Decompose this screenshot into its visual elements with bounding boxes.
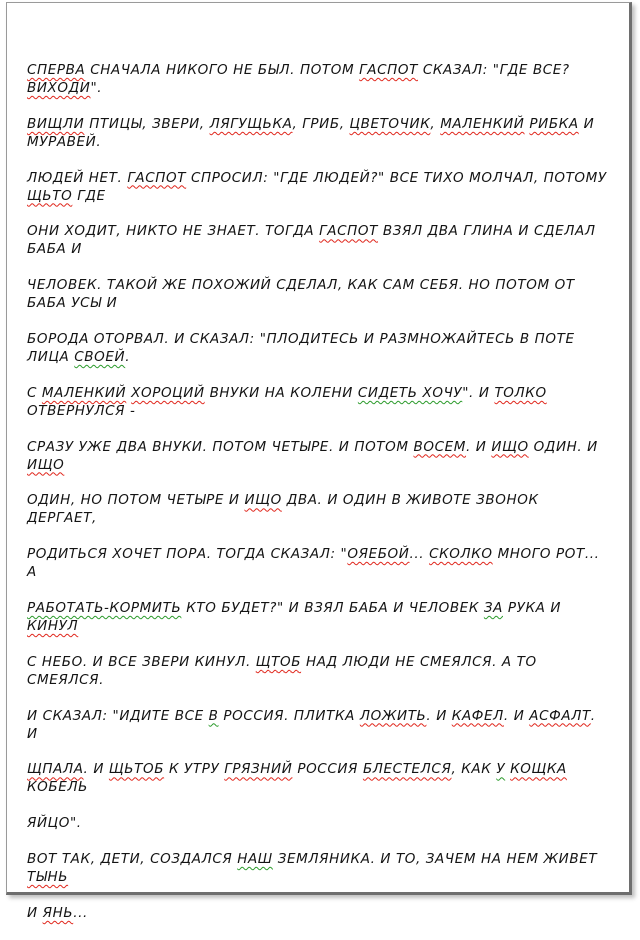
text-run: ЧЕЛОВЕК. ТАКОЙ ЖЕ ПОХОЖИЙ СДЕЛАЛ, КАК САМ СЕБЯ. НО ПОТОМ ОТ БАБА УСЫ И <box>27 277 580 312</box>
text-run: , ГРИБ, <box>292 115 350 132</box>
spelling-error-word: ЯНЬ <box>42 904 74 921</box>
grammar-error-word: РАБОТАТЬ-КОРМИТЬ <box>27 599 182 616</box>
grammar-error-word: НАШ <box>237 850 273 867</box>
grammar-error-word: ЗА <box>483 599 503 616</box>
text-run: . И <box>83 761 109 778</box>
spelling-error-word: БЛЕСТЕЛСЯ <box>362 761 452 778</box>
text-run: РОССИЯ <box>292 761 363 778</box>
text-run: ГДЕ <box>72 187 106 204</box>
spelling-error-word: ГАСПОТ <box>359 62 418 78</box>
text-run: КОБЕЛЬ <box>27 761 572 796</box>
paragraph <box>27 814 607 832</box>
paragraph <box>27 222 607 258</box>
spelling-error-word: ИЩО <box>244 492 282 509</box>
spelling-error-word: КИНУЛ <box>27 617 79 634</box>
text-run: ОДИН. И <box>528 438 603 455</box>
paragraph <box>27 169 612 205</box>
text-run: МНОГО РОТ... А <box>27 546 605 581</box>
text-run: , КАК <box>451 761 497 778</box>
text-run: ЗЕМЛЯНИКА. И ТО, ЗАЧЕМ НА НЕМ ЖИВЕТ <box>272 850 603 867</box>
paragraph <box>27 438 607 474</box>
paragraph <box>27 707 607 743</box>
text-run: СНАЧАЛА НИКОГО НЕ БЫЛ. ПОТОМ <box>85 62 360 78</box>
spelling-error-word: ТЫНЬ <box>27 868 69 885</box>
grammar-error-word: СВОЕЙ <box>74 348 126 365</box>
text-run: ВНУКИ НА КОЛЕНИ <box>204 384 358 401</box>
text-run: И МУРАВЕЙ. <box>27 115 600 150</box>
spelling-error-word: РИБКА <box>529 115 579 132</box>
text-run: И <box>27 904 43 921</box>
text-run: ДВА. И ОДИН В ЖИВОТЕ ЗВОНОК ДЕРГАЕТ, <box>27 492 544 527</box>
text-run: ... <box>409 546 430 563</box>
spelling-error-word: КОЩКА <box>510 761 567 778</box>
paragraph <box>27 61 607 97</box>
text-run: СПРОСИЛ: "ГДЕ ЛЮДЕЙ?" ВСЕ ТИХО МОЛЧАЛ, ПОТОМУ <box>186 169 612 186</box>
text-run: С <box>27 384 42 401</box>
spelling-error-word: ИЩО <box>27 456 65 473</box>
text-run: , <box>430 115 441 132</box>
document-page <box>6 2 632 921</box>
text-run: РОССИЯ. ПЛИТКА <box>218 707 360 724</box>
spelling-error-word: ГАСПОТ <box>127 169 187 186</box>
text-run: ". И <box>462 384 495 401</box>
text-run: К УТРУ <box>164 761 225 778</box>
text-run: БОРОДА ОТОРВАЛ. И СКАЗАЛ: "ПЛОДИТЕСЬ И РАЗМНОЖАЙТЕСЬ В ПОТЕ ЛИЦА <box>27 330 580 365</box>
paragraph <box>27 760 607 796</box>
paragraph <box>27 276 607 312</box>
text-run: ... <box>73 904 88 921</box>
spelling-error-word: ТОЛКО <box>494 384 547 401</box>
paragraph <box>27 599 607 635</box>
spelling-error-word: ГРЯЗНИЙ <box>224 761 293 778</box>
spelling-error-word: КАФЕЛ <box>451 707 504 724</box>
paragraph <box>27 491 607 527</box>
spelling-error-word: ИЩО <box>491 438 529 455</box>
paragraph <box>27 850 607 886</box>
spelling-error-word: МАЛЕНКИЙ <box>41 384 127 401</box>
text-run: РОДИТЬСЯ ХОЧЕТ ПОРА. ТОГДА СКАЗАЛ: " <box>27 546 348 563</box>
spelling-error-word: ХОРОЦИЙ <box>131 384 205 401</box>
spelling-error-word: СКОЛКО <box>429 546 493 563</box>
spelling-error-word: ВИХОДИ <box>27 80 91 96</box>
text-run: С НЕБО. И ВСЕ ЗВЕРИ КИНУЛ. <box>27 653 256 670</box>
text-run: ЯЙЦО". <box>27 815 82 832</box>
paragraph <box>27 330 607 366</box>
text-run: . <box>125 348 131 365</box>
spelling-error-word: ВОСЕМ <box>413 438 467 455</box>
document-body[interactable] <box>27 61 612 940</box>
text-run: ОДИН, НО ПОТОМ ЧЕТЫРЕ И <box>27 492 245 509</box>
spelling-error-word: ЩЬТО <box>27 187 73 204</box>
spelling-error-word: СПЕРВА <box>27 62 86 78</box>
grammar-error-word: СИДЕТЬ ХОЧУ <box>357 384 463 401</box>
text-run: КТО БУДЕТ?" И ВЗЯЛ БАБА И ЧЕЛОВЕК <box>181 599 484 616</box>
text-run: ". <box>90 80 103 96</box>
grammar-error-word: В <box>208 707 219 724</box>
text-run: . И <box>466 438 492 455</box>
paragraph <box>27 384 607 420</box>
spelling-error-word: МАЛЕНКИЙ <box>440 115 525 132</box>
text-run: . И <box>27 707 601 742</box>
spelling-error-word: ЩПАЛА <box>27 761 84 778</box>
text-run: НАД ЛЮДИ НЕ СМЕЯЛСЯ. А ТО СМЕЯЛСЯ. <box>27 653 542 688</box>
spelling-error-word: ЛОЖИТЬ <box>359 707 427 724</box>
spelling-error-word: ОЯЕБОЙ <box>347 546 410 563</box>
text-run: СРАЗУ УЖЕ ДВА ВНУКИ. ПОТОМ ЧЕТЫРЕ. И ПОТОМ <box>27 438 414 455</box>
spelling-error-word: ЛЯГУЩЬКА <box>209 115 293 132</box>
text-run: . И <box>503 707 530 724</box>
text-run: ЛЮДЕЙ НЕТ. <box>27 169 128 186</box>
spelling-error-word: ЩТОБ <box>255 653 302 670</box>
text-run: И СКАЗАЛ: "ИДИТЕ ВСЕ <box>27 707 209 724</box>
grammar-error-word: У <box>496 761 506 778</box>
spelling-error-word: ГАСПОТ <box>319 223 378 240</box>
spelling-error-word: АСФАЛТ <box>529 707 591 724</box>
paragraph <box>27 653 607 689</box>
text-run: РУКА И <box>503 599 566 616</box>
text-run: ВЗЯЛ ДВА ГЛИНА И СДЕЛАЛ БАБА И <box>27 223 601 258</box>
paragraph <box>27 545 607 581</box>
paragraph <box>27 115 607 151</box>
text-run: . И <box>426 707 452 724</box>
text-run: СКАЗАЛ: "ГДЕ ВСЕ? <box>417 62 575 78</box>
text-run: ВОТ ТАК, ДЕТИ, СОЗДАЛСЯ <box>27 850 238 867</box>
text-run: ОНИ ХОДИТ, НИКТО НЕ ЗНАЕТ. ТОГДА <box>27 223 320 240</box>
paragraph <box>27 904 607 922</box>
text-run: ПТИЦЫ, ЗВЕРИ, <box>84 115 210 132</box>
spelling-error-word: ВИЩЛИ <box>27 115 85 132</box>
spelling-error-word: ЩЬТОБ <box>108 761 165 778</box>
spelling-error-word: ЦВЕТОЧИК <box>349 115 431 132</box>
text-run: ОТВЕРНУЛСЯ - <box>27 384 552 419</box>
